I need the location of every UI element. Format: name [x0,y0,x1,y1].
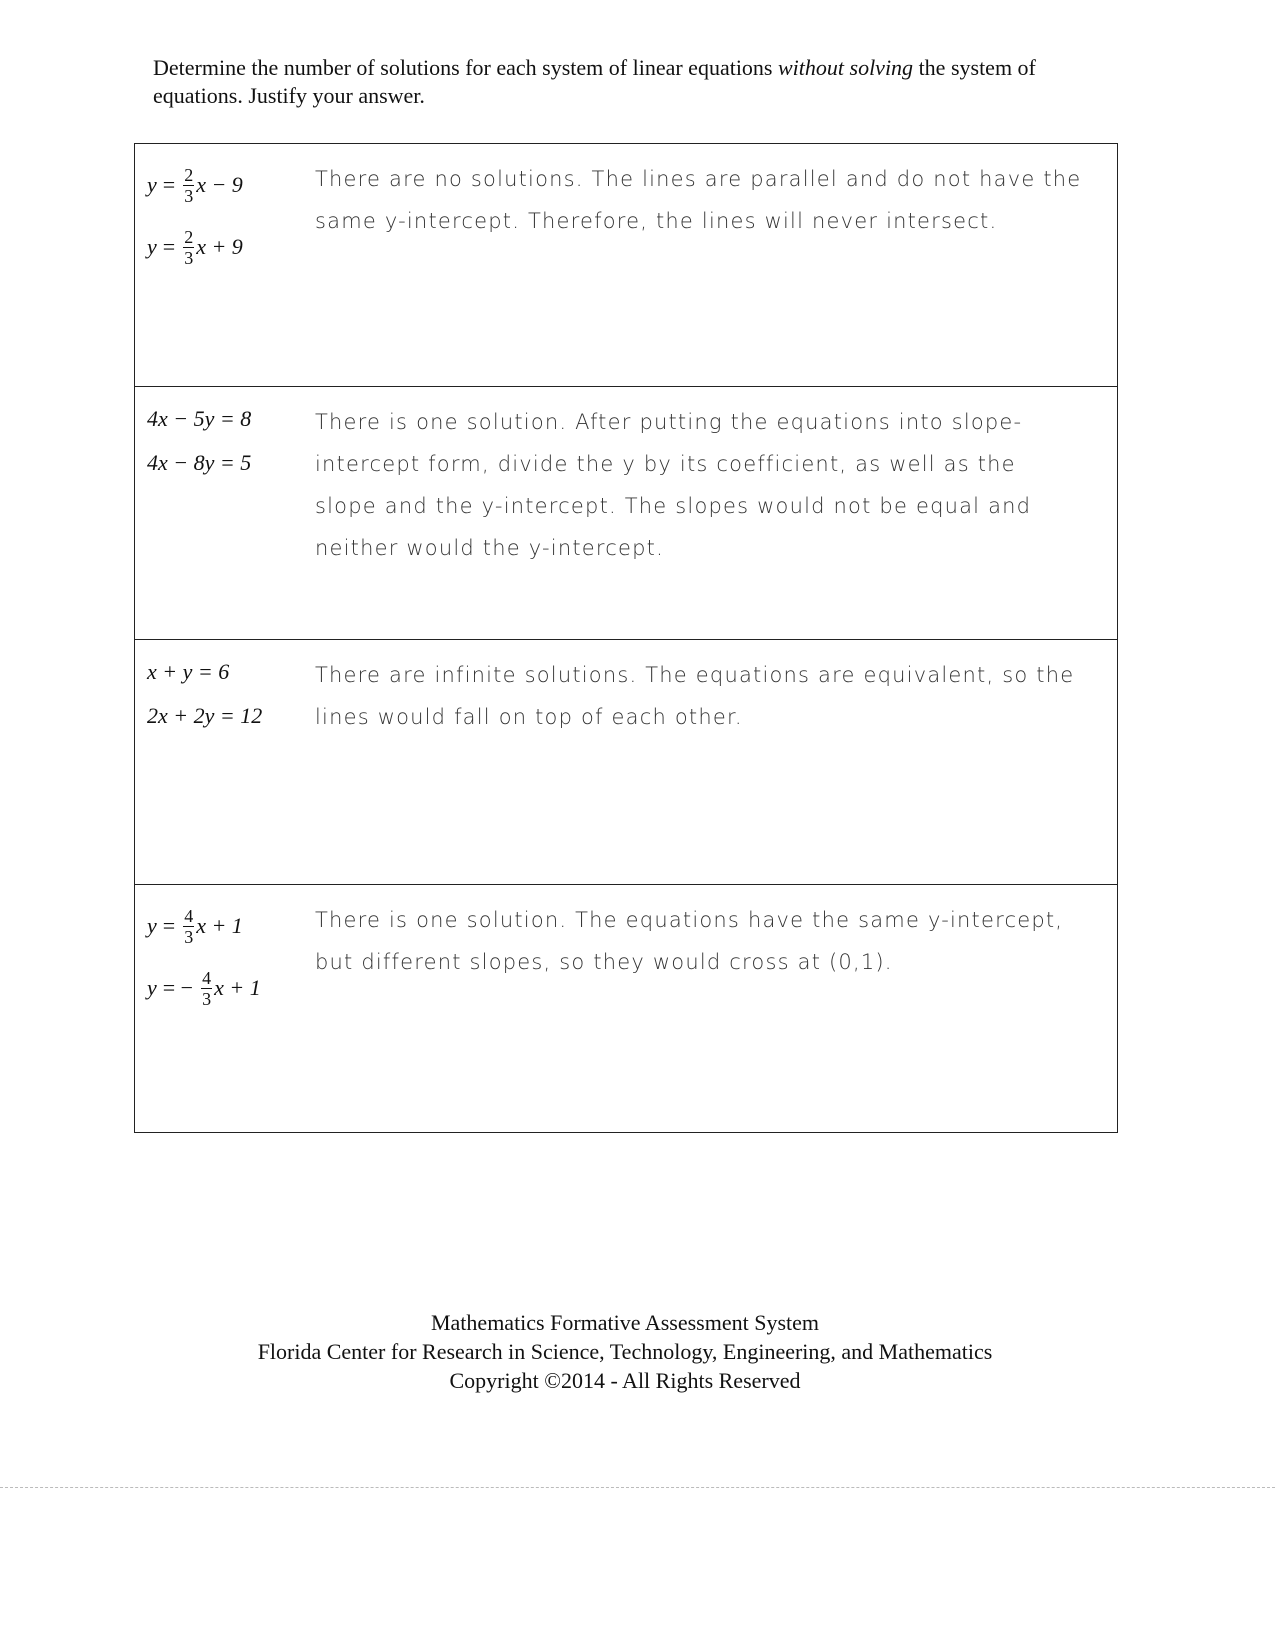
eq-rest: x + 1 [196,913,243,938]
handwritten-answer: There are infinite solutions. The equations are equivalent, so the lines would fall on top of each other. [315,663,1075,729]
table-row [135,639,1117,884]
eq-sign: = [162,234,176,259]
equation [147,216,297,278]
footer-line-system: Mathematics Formative Assessment System [430,1310,820,1335]
footer [0,1308,1250,1395]
fraction-denominator: 3 [184,926,194,947]
fraction [201,968,212,1009]
fraction-denominator: 3 [184,247,194,268]
system-equations [147,397,297,485]
fraction-numerator: 4 [184,905,194,926]
instructions-text-1: Determine the number of solutions for each system of linear equations [153,55,778,80]
fraction-denominator: 3 [184,185,194,206]
equation [147,957,297,1019]
handwritten-answer: There are no solutions. The lines are parallel and do not have the same y-intercept. Therefore, the lines will never intersect. [315,167,1082,233]
instructions-emphasis: without solving [778,55,914,80]
handwritten-answer: There is one solution. After putting the equations into slope-intercept form, divide the y by its coefficient, as well as the slope and the y-intercept. The slopes would not be equal and neither would the y-intercept. [315,410,1032,560]
fraction-numerator: 2 [184,164,194,185]
equation: 4x − 8y = 5 [147,450,252,475]
eq-rest: x − 9 [196,172,243,197]
eq-rest: x + 9 [196,234,243,259]
footer-line-center: Florida Center for Research in Science, Technology, Engineering, and Mathematics [257,1339,993,1364]
equation: 4x − 5y = 8 [147,406,252,431]
system-equations [147,895,297,1019]
systems-table [134,143,1118,1133]
eq-lhs: y [147,975,157,1000]
eq-sign: = − [162,975,194,1000]
equation: 2x + 2y = 12 [147,703,263,728]
eq-lhs: y [147,913,157,938]
footer-line-copyright: Copyright ©2014 - All Rights Reserved [449,1368,801,1393]
eq-rest: x + 1 [214,975,261,1000]
equation [147,895,297,957]
instructions-text-2: the system of equations. Justify your answer. [153,55,1036,108]
table-row [135,884,1117,1132]
fraction-numerator: 2 [184,226,194,247]
eq-sign: = [162,913,176,938]
fraction [183,227,194,268]
handwritten-answer: There is one solution. The equations have the same y-intercept, but different slopes, so they would cross at (0,1). [315,908,1064,974]
eq-lhs: y [147,172,157,197]
fraction-numerator: 4 [202,967,212,988]
instructions [153,54,1053,110]
equation: x + y = 6 [147,659,230,684]
fraction-denominator: 3 [202,988,212,1009]
table-row [135,144,1117,386]
equation [147,154,297,216]
fraction [183,906,194,947]
eq-lhs: y [147,234,157,259]
table-row [135,386,1117,639]
scan-artifact-line [0,1487,1275,1488]
eq-sign: = [162,172,176,197]
system-equations [147,650,297,738]
system-equations [147,154,297,278]
fraction [183,165,194,206]
